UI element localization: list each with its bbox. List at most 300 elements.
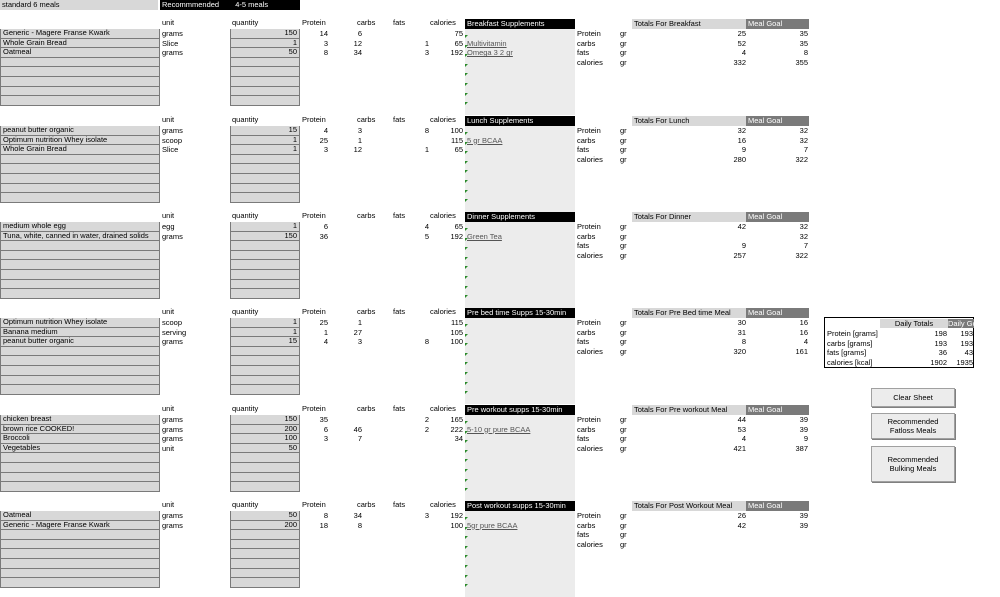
protein-cell: 6 bbox=[323, 424, 328, 434]
supplement-item[interactable]: Omega 3 2 gr bbox=[467, 48, 513, 58]
macro-label: fats bbox=[577, 241, 590, 251]
unit-label: gr bbox=[620, 48, 627, 58]
food-cell[interactable]: brown rice COOKED! bbox=[0, 425, 160, 435]
goal-value: 7 bbox=[803, 145, 808, 155]
fats-cell: 4 bbox=[424, 222, 429, 231]
goal-value: 16 bbox=[799, 327, 808, 337]
macro-label: calories bbox=[577, 57, 603, 67]
quantity-cell[interactable]: 1 bbox=[230, 136, 300, 146]
goal-value: 32 bbox=[799, 222, 808, 231]
quantity-cell[interactable]: 200 bbox=[230, 425, 300, 435]
food-cell[interactable]: Whole Grain Bread bbox=[0, 39, 160, 49]
comment-marker-icon bbox=[465, 372, 468, 375]
protein-cell: 25 bbox=[319, 135, 328, 145]
food-cell[interactable] bbox=[0, 289, 160, 299]
unit-label: gr bbox=[620, 126, 627, 135]
total-value: 332 bbox=[733, 57, 746, 67]
comment-marker-icon bbox=[465, 35, 468, 38]
comment-marker-icon bbox=[465, 391, 468, 394]
protein-cell: 14 bbox=[319, 29, 328, 38]
quantity-cell[interactable] bbox=[230, 366, 300, 376]
goal-value: 32 bbox=[799, 126, 808, 135]
clear-sheet-button[interactable]: Clear Sheet bbox=[871, 388, 955, 407]
supplements-column bbox=[465, 308, 575, 404]
food-cell[interactable] bbox=[0, 174, 160, 184]
quantity-cell[interactable] bbox=[230, 569, 300, 579]
carbs-cell: 3 bbox=[357, 126, 362, 135]
comment-marker-icon bbox=[465, 102, 468, 105]
unit-cell: grams bbox=[162, 126, 183, 135]
quantity-cell[interactable] bbox=[230, 164, 300, 174]
daily-goal-value: 193 bbox=[960, 329, 973, 338]
food-cell[interactable]: chicken breast bbox=[0, 415, 160, 425]
comment-marker-icon bbox=[465, 362, 468, 365]
total-value: 53 bbox=[737, 424, 746, 434]
recommended-fatloss-button[interactable]: Recommended Fatloss Meals bbox=[871, 413, 955, 439]
total-value: 280 bbox=[733, 154, 746, 164]
comment-marker-icon bbox=[465, 565, 468, 568]
unit-cell: scoop bbox=[162, 318, 183, 327]
goal-value: 161 bbox=[795, 346, 808, 356]
quantity-cell[interactable] bbox=[230, 549, 300, 559]
macro-label: carbs bbox=[577, 327, 596, 337]
food-cell[interactable]: Vegetables bbox=[0, 444, 160, 454]
total-value: 25 bbox=[737, 29, 746, 38]
total-value: 257 bbox=[733, 250, 746, 260]
calories-cell: 192 bbox=[450, 511, 463, 520]
quantity-cell[interactable]: 50 bbox=[230, 511, 300, 521]
carbs-header: carbs bbox=[357, 500, 376, 509]
recommended-value: 4-5 meals bbox=[235, 0, 269, 9]
quantity-cell[interactable]: 15 bbox=[230, 126, 300, 136]
food-cell[interactable]: medium whole egg bbox=[0, 222, 160, 232]
comment-marker-icon bbox=[465, 440, 468, 443]
carbs-header: carbs bbox=[357, 404, 376, 413]
food-cell[interactable] bbox=[0, 376, 160, 386]
food-cell[interactable] bbox=[0, 77, 160, 87]
quantity-header: quantity bbox=[232, 115, 259, 124]
comment-marker-icon bbox=[465, 64, 468, 67]
unit-cell: Slice bbox=[162, 145, 179, 155]
goal-value: 32 bbox=[799, 135, 808, 145]
calories-cell: 165 bbox=[450, 415, 463, 424]
food-cell[interactable]: Oatmeal bbox=[0, 48, 160, 58]
total-value: 16 bbox=[737, 135, 746, 145]
quantity-cell[interactable] bbox=[230, 530, 300, 540]
food-cell[interactable] bbox=[0, 58, 160, 68]
calories-cell: 115 bbox=[451, 135, 463, 145]
daily-goal-value: 1935 bbox=[956, 357, 973, 367]
daily-goal-value: 193 bbox=[960, 338, 973, 348]
quantity-cell[interactable] bbox=[230, 58, 300, 68]
unit-label: gr bbox=[620, 135, 627, 145]
supplements-column bbox=[465, 405, 575, 501]
food-cell[interactable] bbox=[0, 530, 160, 540]
supplement-item[interactable]: 5-10 gr pure BCAA bbox=[467, 424, 531, 434]
food-cell[interactable]: Optimum nutrition Whey isolate bbox=[0, 136, 160, 146]
carbs-cell: 6 bbox=[357, 29, 362, 38]
unit-cell: grams bbox=[162, 415, 183, 424]
quantity-cell[interactable] bbox=[230, 77, 300, 87]
carbs-cell: 1 bbox=[357, 318, 362, 327]
food-cell[interactable] bbox=[0, 366, 160, 376]
supplements-header: Dinner Supplements bbox=[465, 212, 575, 222]
comment-marker-icon bbox=[465, 517, 468, 520]
total-value: 52 bbox=[737, 38, 746, 48]
unit-header: unit bbox=[162, 18, 175, 27]
unit-label: gr bbox=[620, 539, 627, 549]
comment-marker-icon bbox=[465, 228, 468, 231]
comment-marker-icon bbox=[465, 584, 468, 587]
calories-cell: 100 bbox=[450, 126, 463, 135]
meal-goal-header: Meal Goal bbox=[746, 501, 809, 511]
protein-cell: 1 bbox=[323, 327, 328, 337]
quantity-cell[interactable] bbox=[230, 463, 300, 473]
quantity-cell[interactable]: 100 bbox=[230, 434, 300, 444]
goal-value: 35 bbox=[799, 29, 808, 38]
food-cell[interactable]: Oatmeal bbox=[0, 511, 160, 521]
meal-block bbox=[0, 212, 1000, 308]
quantity-cell[interactable] bbox=[230, 155, 300, 165]
supplements-column bbox=[465, 116, 575, 212]
unit-cell: grams bbox=[162, 231, 183, 241]
quantity-cell[interactable] bbox=[230, 280, 300, 290]
goal-value: 39 bbox=[799, 520, 808, 530]
comment-marker-icon bbox=[465, 334, 468, 337]
comment-marker-icon bbox=[465, 450, 468, 453]
daily-goal-header: Daily Goal bbox=[948, 319, 983, 328]
unit-label: gr bbox=[620, 327, 627, 337]
fats-header: fats bbox=[393, 115, 406, 124]
carbs-cell: 1 bbox=[357, 135, 362, 145]
quantity-header: quantity bbox=[232, 211, 259, 220]
macro-label: carbs bbox=[577, 38, 596, 48]
comment-marker-icon bbox=[465, 536, 468, 539]
quantity-cell[interactable] bbox=[230, 376, 300, 386]
food-cell[interactable] bbox=[0, 270, 160, 280]
unit-cell: unit bbox=[162, 443, 175, 453]
calories-header: calories bbox=[430, 404, 456, 413]
goal-value: 39 bbox=[799, 424, 808, 434]
comment-marker-icon bbox=[465, 73, 468, 76]
carbs-cell: 12 bbox=[353, 145, 362, 155]
food-cell[interactable] bbox=[0, 96, 160, 106]
carbs-header: carbs bbox=[357, 18, 376, 27]
fats-header: fats bbox=[393, 307, 406, 316]
quantity-cell[interactable]: 150 bbox=[230, 415, 300, 425]
food-cell[interactable]: Generic - Magere Franse Kwark bbox=[0, 29, 160, 39]
daily-goal-value: 43 bbox=[964, 348, 973, 358]
daily-row-label: carbs [grams] bbox=[827, 338, 873, 348]
supplements-column bbox=[465, 19, 575, 115]
unit-label: gr bbox=[620, 434, 627, 444]
food-cell[interactable] bbox=[0, 540, 160, 550]
quantity-cell[interactable] bbox=[230, 193, 300, 203]
quantity-cell[interactable] bbox=[230, 385, 300, 395]
quantity-cell[interactable]: 150 bbox=[230, 232, 300, 242]
quantity-cell[interactable] bbox=[230, 453, 300, 463]
total-value: 42 bbox=[737, 520, 746, 530]
comment-marker-icon bbox=[465, 479, 468, 482]
calories-header: calories bbox=[430, 500, 456, 509]
quantity-cell[interactable]: 15 bbox=[230, 337, 300, 347]
goal-value: 35 bbox=[799, 38, 808, 48]
food-cell[interactable] bbox=[0, 164, 160, 174]
daily-row-label: Protein [grams] bbox=[827, 329, 878, 338]
food-cell[interactable] bbox=[0, 67, 160, 77]
goal-value: 4 bbox=[803, 337, 808, 347]
quantity-cell[interactable] bbox=[230, 174, 300, 184]
comment-marker-icon bbox=[465, 546, 468, 549]
quantity-cell[interactable] bbox=[230, 540, 300, 550]
quantity-cell[interactable]: 50 bbox=[230, 444, 300, 454]
protein-header: Protein bbox=[302, 211, 326, 220]
protein-header: Protein bbox=[302, 115, 326, 124]
quantity-cell[interactable]: 1 bbox=[230, 222, 300, 232]
calories-header: calories bbox=[430, 211, 456, 220]
unit-label: gr bbox=[620, 443, 627, 453]
food-cell[interactable] bbox=[0, 87, 160, 97]
macro-label: fats bbox=[577, 530, 590, 540]
comment-marker-icon bbox=[465, 555, 468, 558]
quantity-cell[interactable] bbox=[230, 356, 300, 366]
food-cell[interactable] bbox=[0, 482, 160, 492]
protein-header: Protein bbox=[302, 18, 326, 27]
fats-cell: 8 bbox=[424, 126, 429, 135]
comment-marker-icon bbox=[465, 459, 468, 462]
total-value: 42 bbox=[737, 222, 746, 231]
protein-header: Protein bbox=[302, 404, 326, 413]
supplements-header: Post workout supps 15-30min bbox=[465, 501, 575, 511]
food-cell[interactable] bbox=[0, 155, 160, 165]
comment-marker-icon bbox=[465, 161, 468, 164]
comment-marker-icon bbox=[465, 324, 468, 327]
quantity-cell[interactable] bbox=[230, 184, 300, 194]
macro-label: Protein bbox=[577, 222, 601, 231]
plan-label: standard 6 meals bbox=[0, 0, 158, 10]
food-cell[interactable]: peanut butter organic bbox=[0, 126, 160, 136]
total-value: 26 bbox=[737, 511, 746, 520]
food-cell[interactable]: Broccoli bbox=[0, 434, 160, 444]
macro-label: calories bbox=[577, 250, 603, 260]
comment-marker-icon bbox=[465, 190, 468, 193]
supplements-column bbox=[465, 501, 575, 597]
totals-header: Totals For Pre Bed time Meal bbox=[632, 308, 746, 318]
quantity-cell[interactable] bbox=[230, 559, 300, 569]
calories-cell: 100 bbox=[450, 337, 463, 347]
meal-goal-header: Meal Goal bbox=[746, 405, 809, 415]
total-value: 8 bbox=[741, 337, 746, 347]
unit-cell: serving bbox=[162, 327, 187, 337]
recommended-bulking-button[interactable]: Recommended Bulking Meals bbox=[871, 446, 955, 482]
goal-value: 355 bbox=[795, 57, 808, 67]
food-cell[interactable]: peanut butter organic bbox=[0, 337, 160, 347]
meal-block bbox=[0, 405, 1000, 501]
quantity-cell[interactable]: 1 bbox=[230, 328, 300, 338]
carbs-header: carbs bbox=[357, 307, 376, 316]
supplement-item[interactable]: Multivitamin bbox=[467, 38, 507, 48]
calories-cell: 192 bbox=[450, 48, 463, 58]
unit-label: gr bbox=[620, 415, 627, 424]
quantity-cell[interactable]: 1 bbox=[230, 145, 300, 155]
quantity-cell[interactable] bbox=[230, 482, 300, 492]
macro-label: Protein bbox=[577, 415, 601, 424]
food-cell[interactable]: Banana medium bbox=[0, 328, 160, 338]
quantity-cell[interactable]: 200 bbox=[230, 521, 300, 531]
totals-header: Totals For Breakfast bbox=[632, 19, 746, 29]
food-cell[interactable]: Optimum nutrition Whey isolate bbox=[0, 318, 160, 328]
unit-header: unit bbox=[162, 404, 175, 413]
supplement-item[interactable]: Green Tea bbox=[467, 231, 502, 241]
unit-label: gr bbox=[620, 154, 627, 164]
carbs-cell: 3 bbox=[357, 337, 362, 347]
quantity-cell[interactable] bbox=[230, 578, 300, 588]
carbs-cell: 8 bbox=[357, 520, 362, 530]
fats-cell: 1 bbox=[424, 38, 429, 48]
meal-block bbox=[0, 116, 1000, 212]
carbs-cell: 46 bbox=[353, 424, 362, 434]
calories-cell: 192 bbox=[450, 231, 463, 241]
meal-goal-header: Meal Goal bbox=[746, 308, 809, 318]
food-cell[interactable] bbox=[0, 473, 160, 483]
protein-header: Protein bbox=[302, 307, 326, 316]
calories-cell: 115 bbox=[451, 318, 463, 327]
carbs-cell: 34 bbox=[353, 48, 362, 58]
carbs-cell: 7 bbox=[357, 434, 362, 444]
comment-marker-icon bbox=[465, 382, 468, 385]
calories-cell: 100 bbox=[450, 520, 463, 530]
recommended-banner bbox=[160, 0, 300, 10]
carbs-header: carbs bbox=[357, 115, 376, 124]
calories-header: calories bbox=[430, 115, 456, 124]
food-cell[interactable] bbox=[0, 453, 160, 463]
total-value: 4 bbox=[741, 48, 746, 58]
totals-header: Totals For Pre workout Meal bbox=[632, 405, 746, 415]
food-cell[interactable] bbox=[0, 260, 160, 270]
supplements-header: Breakfast Supplements bbox=[465, 19, 575, 29]
food-cell[interactable] bbox=[0, 559, 160, 569]
total-value: 44 bbox=[737, 415, 746, 424]
food-cell[interactable] bbox=[0, 549, 160, 559]
food-cell[interactable] bbox=[0, 347, 160, 357]
totals-header: Totals For Dinner bbox=[632, 212, 746, 222]
comment-marker-icon bbox=[465, 276, 468, 279]
quantity-cell[interactable]: 1 bbox=[230, 39, 300, 49]
food-cell[interactable] bbox=[0, 251, 160, 261]
protein-cell: 25 bbox=[319, 318, 328, 327]
quantity-cell[interactable] bbox=[230, 96, 300, 106]
quantity-cell[interactable] bbox=[230, 241, 300, 251]
supplement-item[interactable]: 5gr pure BCAA bbox=[467, 520, 518, 530]
quantity-cell[interactable]: 50 bbox=[230, 48, 300, 58]
carbs-header: carbs bbox=[357, 211, 376, 220]
food-cell[interactable]: Generic - Magere Franse Kwark bbox=[0, 521, 160, 531]
food-cell[interactable] bbox=[0, 193, 160, 203]
comment-marker-icon bbox=[465, 151, 468, 154]
macro-label: calories bbox=[577, 539, 603, 549]
comment-marker-icon bbox=[465, 421, 468, 424]
comment-marker-icon bbox=[465, 180, 468, 183]
carbs-cell: 12 bbox=[353, 38, 362, 48]
recommended-label: Recommmended bbox=[162, 0, 220, 9]
food-cell[interactable] bbox=[0, 385, 160, 395]
quantity-cell[interactable] bbox=[230, 67, 300, 77]
comment-marker-icon bbox=[465, 257, 468, 260]
daily-row-label: fats [grams] bbox=[827, 348, 867, 358]
comment-marker-icon bbox=[465, 488, 468, 491]
calories-cell: 65 bbox=[454, 145, 463, 155]
food-cell[interactable] bbox=[0, 463, 160, 473]
meal-block bbox=[0, 501, 1000, 597]
food-cell[interactable] bbox=[0, 241, 160, 251]
goal-value: 32 bbox=[799, 231, 808, 241]
quantity-cell[interactable]: 150 bbox=[230, 29, 300, 39]
unit-header: unit bbox=[162, 211, 175, 220]
food-cell[interactable] bbox=[0, 569, 160, 579]
food-cell[interactable] bbox=[0, 578, 160, 588]
supplements-header: Pre bed time Supps 15-30min bbox=[465, 308, 575, 318]
quantity-cell[interactable] bbox=[230, 289, 300, 299]
supplements-header: Lunch Supplements bbox=[465, 116, 575, 126]
quantity-cell[interactable] bbox=[230, 473, 300, 483]
comment-marker-icon bbox=[465, 199, 468, 202]
quantity-cell[interactable]: 1 bbox=[230, 318, 300, 328]
quantity-cell[interactable] bbox=[230, 347, 300, 357]
total-value: 31 bbox=[737, 327, 746, 337]
quantity-cell[interactable] bbox=[230, 270, 300, 280]
macro-label: Protein bbox=[577, 29, 601, 38]
goal-value: 322 bbox=[795, 250, 808, 260]
macro-label: fats bbox=[577, 434, 590, 444]
goal-value: 16 bbox=[799, 318, 808, 327]
food-cell[interactable]: Tuna, white, canned in water, drained solids bbox=[0, 232, 160, 242]
food-cell[interactable] bbox=[0, 184, 160, 194]
goal-value: 39 bbox=[799, 415, 808, 424]
fats-cell: 3 bbox=[424, 511, 429, 520]
unit-label: gr bbox=[620, 346, 627, 356]
fats-cell: 5 bbox=[424, 231, 429, 241]
calories-cell: 75 bbox=[454, 29, 463, 38]
food-cell[interactable] bbox=[0, 280, 160, 290]
totals-header: Totals For Post Workout Meal bbox=[632, 501, 746, 511]
unit-label: gr bbox=[620, 38, 627, 48]
quantity-cell[interactable] bbox=[230, 251, 300, 261]
calories-cell: 34 bbox=[454, 434, 463, 444]
daily-row-label: calories [kcal] bbox=[827, 357, 873, 367]
unit-cell: scoop bbox=[162, 135, 183, 145]
food-cell[interactable] bbox=[0, 356, 160, 366]
macro-label: Protein bbox=[577, 318, 601, 327]
total-value: 320 bbox=[733, 346, 746, 356]
daily-total-value: 198 bbox=[934, 329, 947, 338]
supplement-item[interactable]: 5 gr BCAA bbox=[467, 135, 503, 145]
macro-label: carbs bbox=[577, 135, 596, 145]
goal-value: 322 bbox=[795, 154, 808, 164]
protein-cell: 8 bbox=[323, 48, 328, 58]
unit-label: gr bbox=[620, 29, 627, 38]
protein-cell: 3 bbox=[323, 145, 328, 155]
comment-marker-icon bbox=[465, 247, 468, 250]
unit-header: unit bbox=[162, 115, 175, 124]
quantity-cell[interactable] bbox=[230, 260, 300, 270]
quantity-cell[interactable] bbox=[230, 87, 300, 97]
food-cell[interactable]: Whole Grain Bread bbox=[0, 145, 160, 155]
carbs-cell: 27 bbox=[353, 327, 362, 337]
unit-cell: grams bbox=[162, 520, 183, 530]
comment-marker-icon bbox=[465, 93, 468, 96]
daily-totals-panel bbox=[824, 317, 983, 368]
supplements-column bbox=[465, 212, 575, 308]
